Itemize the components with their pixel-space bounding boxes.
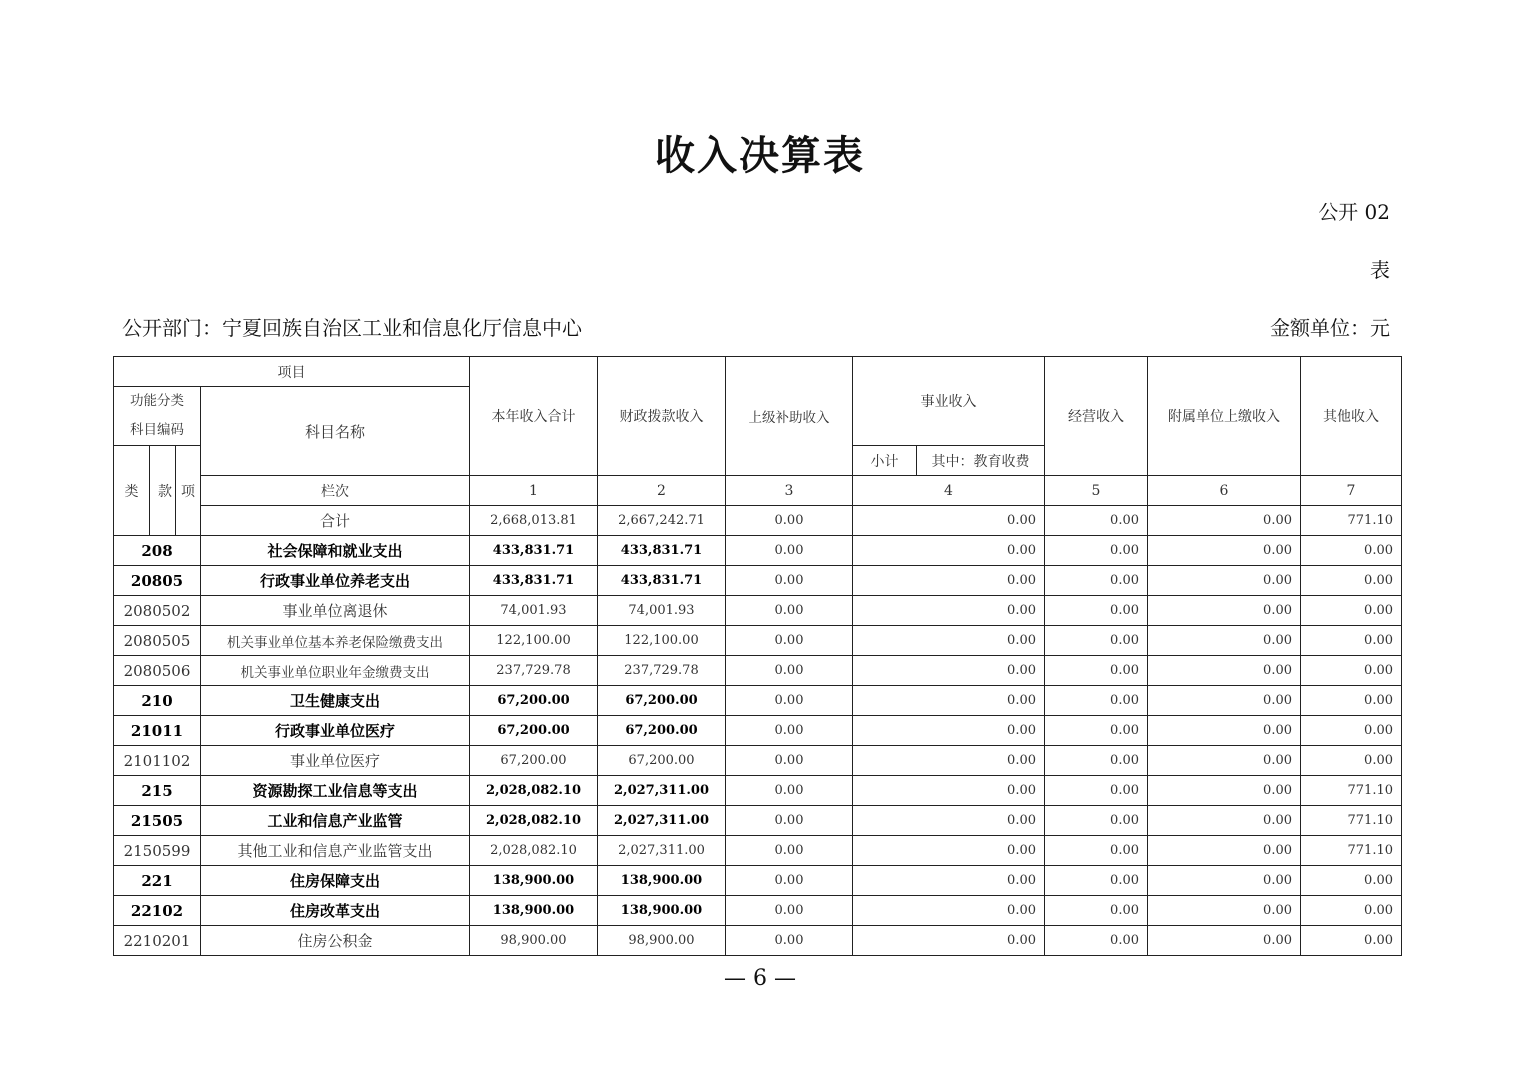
row-subject-name: 资源勘探工业信息等支出 [201,776,470,806]
table-row [114,926,1402,956]
row-col-2: 2,027,311.00 [598,806,726,836]
row-col-4: 0.00 [853,536,1045,566]
row-col-3: 0.00 [726,596,853,626]
row-col-3: 0.00 [726,836,853,866]
row-subject-name: 机关事业单位职业年金缴费支出 [201,656,470,686]
row-col-3: 0.00 [726,776,853,806]
col-num-1: 1 [470,476,598,506]
header-career-edu: 其中：教育收费 [917,446,1045,476]
row-subject-code: 221 [114,866,201,896]
row-col-2: 2,027,311.00 [598,776,726,806]
header-col-affiliate: 附属单位上缴收入 [1148,357,1301,476]
row-col-2: 138,900.00 [598,896,726,926]
table-row [114,896,1402,926]
table-row [114,536,1402,566]
row-col-4: 0.00 [853,716,1045,746]
row-subject-name: 住房保障支出 [201,866,470,896]
row-subject-code: 22102 [114,896,201,926]
row-col-5: 0.00 [1045,536,1148,566]
table-code-line2: 表 [1370,258,1390,282]
table-row [114,596,1402,626]
row-col-2: 138,900.00 [598,866,726,896]
row-col-7: 0.00 [1301,716,1402,746]
table-row [114,626,1402,656]
header-lei: 类 [114,446,150,536]
row-subject-code: 2210201 [114,926,201,956]
total-col-1: 2,668,013.81 [470,506,598,536]
total-col-5: 0.00 [1045,506,1148,536]
row-subject-name: 社会保障和就业支出 [201,536,470,566]
row-col-4: 0.00 [853,806,1045,836]
row-col-7: 0.00 [1301,896,1402,926]
row-col-5: 0.00 [1045,596,1148,626]
row-col-5: 0.00 [1045,746,1148,776]
col-num-4: 4 [853,476,1045,506]
row-col-1: 122,100.00 [470,626,598,656]
row-col-5: 0.00 [1045,566,1148,596]
header-col-superior: 上级补助收入 [726,357,853,476]
row-col-6: 0.00 [1148,776,1301,806]
row-subject-code: 2080502 [114,596,201,626]
row-col-7: 0.00 [1301,656,1402,686]
total-label: 合计 [201,506,470,536]
row-col-2: 433,831.71 [598,536,726,566]
row-col-4: 0.00 [853,866,1045,896]
row-subject-name: 行政事业单位医疗 [201,716,470,746]
row-col-4: 0.00 [853,836,1045,866]
row-col-6: 0.00 [1148,656,1301,686]
row-col-6: 0.00 [1148,896,1301,926]
row-col-1: 433,831.71 [470,566,598,596]
row-subject-name: 机关事业单位基本养老保险缴费支出 [201,626,470,656]
row-col-3: 0.00 [726,926,853,956]
row-subject-name: 住房公积金 [201,926,470,956]
row-col-7: 0.00 [1301,536,1402,566]
total-row [114,506,1402,536]
total-col-2: 2,667,242.71 [598,506,726,536]
total-col-7: 771.10 [1301,506,1402,536]
row-col-2: 74,001.93 [598,596,726,626]
header-col-other: 其他收入 [1301,357,1402,476]
header-col-career: 事业收入 [853,357,1045,446]
row-col-2: 433,831.71 [598,566,726,596]
row-col-2: 122,100.00 [598,626,726,656]
table-row [114,656,1402,686]
row-col-1: 67,200.00 [470,716,598,746]
header-func-class-line2: 科目编码 [130,422,184,438]
row-col-4: 0.00 [853,626,1045,656]
total-col-4: 0.00 [853,506,1045,536]
row-col-6: 0.00 [1148,686,1301,716]
row-col-7: 0.00 [1301,926,1402,956]
table-row [114,776,1402,806]
row-col-7: 0.00 [1301,686,1402,716]
row-col-7: 771.10 [1301,836,1402,866]
col-num-5: 5 [1045,476,1148,506]
header-project: 项目 [114,357,470,387]
row-col-7: 0.00 [1301,596,1402,626]
row-col-7: 771.10 [1301,806,1402,836]
row-subject-code: 208 [114,536,201,566]
page-title: 收入决算表 [655,132,865,179]
row-subject-code: 2150599 [114,836,201,866]
table-row [114,566,1402,596]
row-col-6: 0.00 [1148,866,1301,896]
row-col-5: 0.00 [1045,896,1148,926]
row-col-6: 0.00 [1148,536,1301,566]
table-row [114,716,1402,746]
row-col-4: 0.00 [853,686,1045,716]
row-col-5: 0.00 [1045,686,1148,716]
row-col-6: 0.00 [1148,836,1301,866]
row-col-2: 67,200.00 [598,746,726,776]
row-subject-name: 住房改革支出 [201,896,470,926]
row-subject-name: 行政事业单位养老支出 [201,566,470,596]
row-col-6: 0.00 [1148,926,1301,956]
col-num-3: 3 [726,476,853,506]
row-col-1: 138,900.00 [470,896,598,926]
row-subject-name: 工业和信息产业监管 [201,806,470,836]
header-col-business: 经营收入 [1045,357,1148,476]
row-subject-code: 20805 [114,566,201,596]
row-col-1: 67,200.00 [470,686,598,716]
page-number: — 6 — [724,966,796,991]
row-col-6: 0.00 [1148,716,1301,746]
header-subject-name: 科目名称 [201,387,470,476]
header-func-class-line1: 功能分类 [130,393,184,409]
header-kuan: 款 [150,446,176,536]
row-col-4: 0.00 [853,926,1045,956]
table-row [114,746,1402,776]
row-col-6: 0.00 [1148,626,1301,656]
row-subject-code: 2101102 [114,746,201,776]
row-subject-code: 2080506 [114,656,201,686]
row-col-1: 237,729.78 [470,656,598,686]
row-col-4: 0.00 [853,596,1045,626]
row-subject-name: 事业单位医疗 [201,746,470,776]
row-col-5: 0.00 [1045,926,1148,956]
row-subject-code: 21505 [114,806,201,836]
row-col-6: 0.00 [1148,596,1301,626]
row-subject-code: 210 [114,686,201,716]
row-col-4: 0.00 [853,746,1045,776]
row-col-5: 0.00 [1045,776,1148,806]
row-col-3: 0.00 [726,686,853,716]
table-row [114,836,1402,866]
row-col-3: 0.00 [726,566,853,596]
row-col-3: 0.00 [726,536,853,566]
row-col-3: 0.00 [726,746,853,776]
row-col-5: 0.00 [1045,626,1148,656]
row-subject-code: 21011 [114,716,201,746]
row-col-5: 0.00 [1045,866,1148,896]
row-col-5: 0.00 [1045,836,1148,866]
row-col-3: 0.00 [726,806,853,836]
header-col-fiscal: 财政拨款收入 [598,357,726,476]
row-subject-code: 215 [114,776,201,806]
row-subject-code: 2080505 [114,626,201,656]
row-col-1: 433,831.71 [470,536,598,566]
income-final-account-table [113,356,1402,956]
row-col-7: 0.00 [1301,566,1402,596]
row-col-2: 98,900.00 [598,926,726,956]
header-col-total: 本年收入合计 [470,357,598,476]
col-num-6: 6 [1148,476,1301,506]
table-row [114,686,1402,716]
department-label: 公开部门：宁夏回族自治区工业和信息化厅信息中心 [122,316,582,340]
header-func-class [114,387,201,446]
row-col-4: 0.00 [853,566,1045,596]
row-col-1: 67,200.00 [470,746,598,776]
row-col-7: 0.00 [1301,626,1402,656]
col-num-2: 2 [598,476,726,506]
amount-unit-label: 金额单位：元 [1270,316,1390,340]
row-col-1: 2,028,082.10 [470,836,598,866]
row-col-1: 98,900.00 [470,926,598,956]
total-col-3: 0.00 [726,506,853,536]
header-career-subtotal: 小计 [853,446,917,476]
row-col-2: 2,027,311.00 [598,836,726,866]
row-col-1: 2,028,082.10 [470,806,598,836]
row-col-3: 0.00 [726,866,853,896]
row-col-4: 0.00 [853,656,1045,686]
row-subject-name: 卫生健康支出 [201,686,470,716]
row-col-1: 138,900.00 [470,866,598,896]
row-col-6: 0.00 [1148,746,1301,776]
total-col-6: 0.00 [1148,506,1301,536]
row-col-2: 67,200.00 [598,686,726,716]
row-col-7: 771.10 [1301,776,1402,806]
row-col-3: 0.00 [726,716,853,746]
row-subject-name: 其他工业和信息产业监管支出 [201,836,470,866]
row-col-3: 0.00 [726,656,853,686]
row-col-4: 0.00 [853,896,1045,926]
row-col-1: 74,001.93 [470,596,598,626]
row-subject-name: 事业单位离退休 [201,596,470,626]
row-col-4: 0.00 [853,776,1045,806]
header-xiang: 项 [176,446,201,536]
table-code-line1: 公开 02 [1318,200,1390,224]
row-col-6: 0.00 [1148,566,1301,596]
row-col-7: 0.00 [1301,746,1402,776]
col-num-7: 7 [1301,476,1402,506]
table-row [114,866,1402,896]
header-row-1 [114,357,1402,387]
row-col-3: 0.00 [726,896,853,926]
row-col-3: 0.00 [726,626,853,656]
table-row [114,806,1402,836]
row-col-5: 0.00 [1045,656,1148,686]
row-col-7: 0.00 [1301,866,1402,896]
row-col-2: 237,729.78 [598,656,726,686]
row-col-5: 0.00 [1045,806,1148,836]
row-col-6: 0.00 [1148,806,1301,836]
row-col-1: 2,028,082.10 [470,776,598,806]
row-col-5: 0.00 [1045,716,1148,746]
header-lanci: 栏次 [201,476,470,506]
row-col-2: 67,200.00 [598,716,726,746]
column-number-row [114,476,1402,506]
